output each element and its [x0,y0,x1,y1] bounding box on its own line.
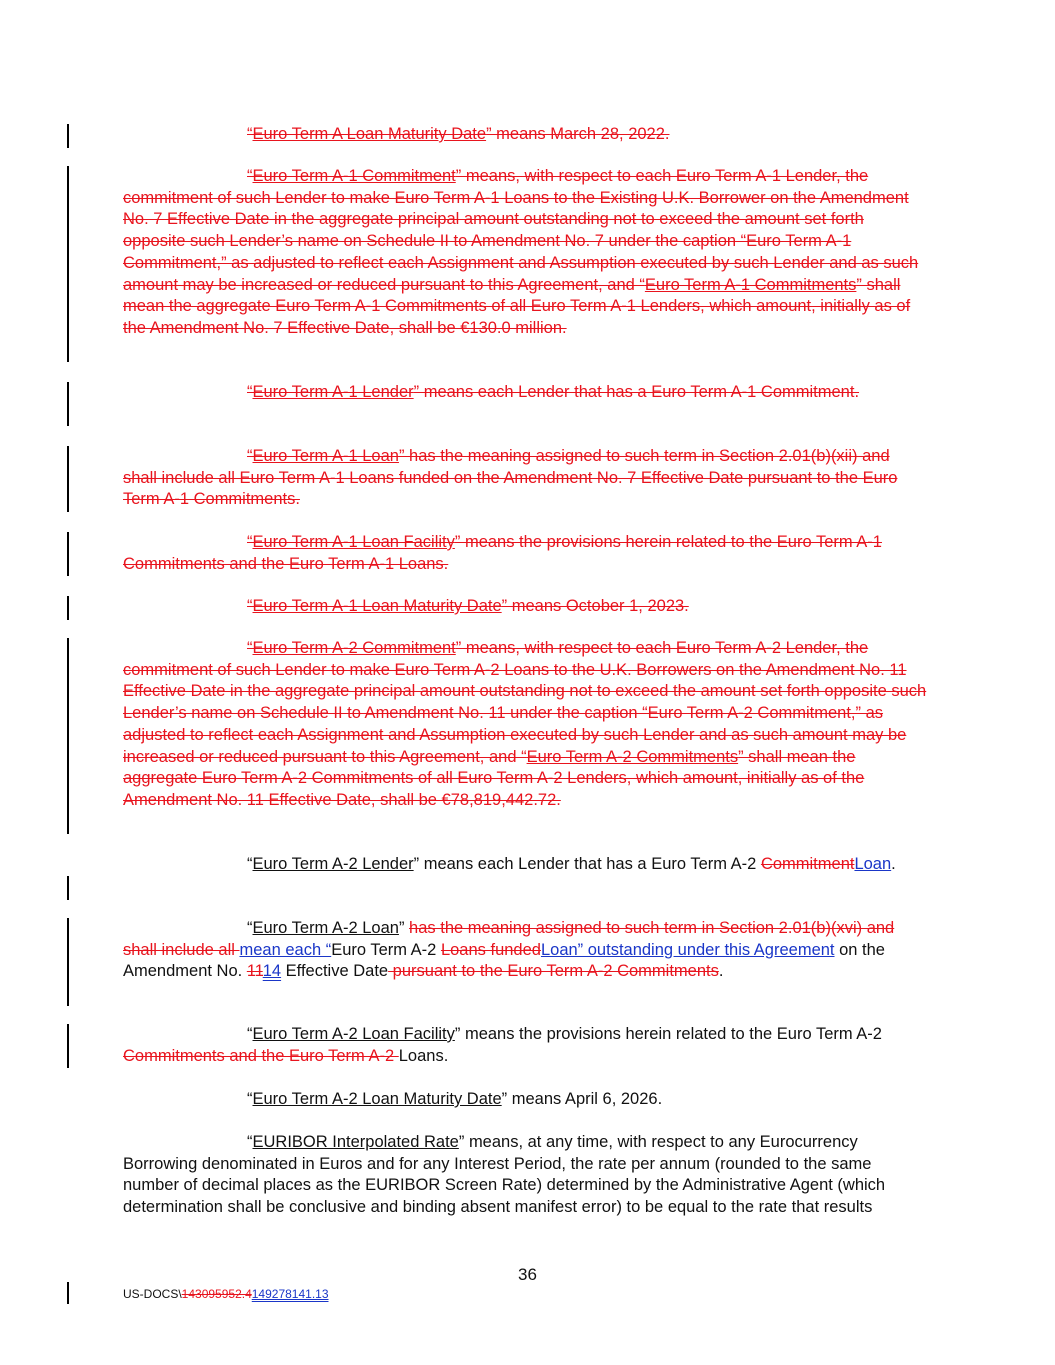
change-bar [67,382,69,426]
defined-term: EURIBOR Interpolated Rate [252,1133,459,1151]
body-text: Loans. [398,1046,449,1065]
definition-euro-term-a-loan-maturity-date [123,124,928,146]
body-text: . [891,855,896,873]
change-bar [67,596,69,620]
deleted-term: Euro Term A Loan Maturity Date [252,125,487,143]
deleted-text: 11 [246,962,263,981]
page-number: 36 [518,1265,537,1284]
defined-term: Euro Term A-2 Loan [252,919,399,937]
inserted-text: Loan” outstanding under this Agreement [540,940,835,959]
definition-euro-term-a2-loan [123,918,928,983]
deleted-text: ” means, with respect to each Euro Term A-1 Lender, the commitment of such Lender to make Euro Term A-1 Loans to the Existing U.K. Borrower on the Amendment No. 7 Effective Date in the aggregate principal amount outstanding not to exceed the amount set forth opposite such Lender’s name on Schedule II to Amendment No. 7 under the caption “Euro Term A-1 Commitment,” as adjusted to reflect each Assignment and Assumption executed by such Lender and as such amount may be increased or reduced pursuant to this Agreement, and “ [123,167,919,294]
body-text: “ [247,855,253,873]
defined-term: Euro Term A-2 Loan Maturity Date [252,1090,502,1108]
deleted-text: “ [247,167,253,185]
change-bar [67,532,69,576]
definition-euro-term-a2-lender [123,854,928,876]
footer-old-id: 143095952.4 [181,1287,252,1301]
inserted-text: Loan [854,855,892,873]
deleted-term: Euro Term A-1 Commitment [252,167,456,185]
definition-euribor-interpolated-rate [123,1132,928,1219]
deleted-text: Loans funded [440,940,541,959]
definition-euro-term-a2-loan-facility [123,1024,928,1067]
body-text: on the Amendment No. [123,940,885,981]
deleted-text: ” has the meaning assigned to such term in Section 2.01(b)(xii) and shall include all Euro Term A-1 Loans funded on the Amendment No. 7 Effective Date pursuant to the Euro Term A-1 Commitments. [123,447,898,509]
change-bar [67,124,69,148]
deleted-term: Euro Term A-1 Loan [252,447,399,465]
deleted-term: Euro Term A-1 Loan Maturity Date [252,597,502,615]
body-text: ” means the provisions herein related to the Euro Term A-2 [454,1025,882,1043]
deleted-text: “ [247,383,253,401]
deleted-text: ” means each Lender that has a Euro Term A-1 Commitment. [413,383,860,401]
change-bar [67,1282,69,1304]
inserted-text: mean each “ [239,940,332,959]
deleted-text: ” shall mean the aggregate Euro Term A-1 Commitments of all Euro Term A-1 Lenders, which amount, initially as of the Amendment No. 7 Effective Date, shall be €130.0 million. [123,275,911,337]
change-bar [67,876,69,900]
body-text: ” means, at any time, with respect to any Eurocurrency Borrowing denominated in Euros and for any Interest Period, the rate per annum (rounded to the same number of decimal places as the EURIBOR Screen Rate) determined by the Administrative Agent (which determination shall be conclusive and binding absent manifest error) to be equal to the rate that results [123,1133,886,1217]
body-text: ” means April 6, 2026. [501,1090,663,1108]
deleted-text: “ [247,533,253,551]
change-bar [67,638,69,834]
definition-euro-term-a2-commitment [123,638,928,812]
body-text: “ [247,919,253,937]
deleted-term: Euro Term A-1 Commitments [644,275,857,294]
footer-new-id: 149278141.13 [251,1287,329,1301]
deleted-text: “ [247,125,253,143]
definition-euro-term-a1-loan-facility [123,532,928,575]
definition-euro-term-a1-lender [123,382,928,404]
deleted-text: ” means the provisions herein related to the Euro Term A-1 Commitments and the Euro Term A-1 Loans. [123,533,882,573]
defined-term: Euro Term A-2 Lender [252,855,414,873]
footer-prefix: US-DOCS\ [123,1287,182,1301]
definition-euro-term-a2-loan-maturity-date [123,1089,928,1111]
body-text: Euro Term A-2 [331,940,441,959]
definition-euro-term-a1-loan [123,446,928,511]
deleted-text: Commitment [760,855,855,873]
body-text: ” means each Lender that has a Euro Term A-2 [413,855,761,873]
body-text: “ [247,1090,253,1108]
deleted-text: “ [247,597,253,615]
body-text: “ [247,1025,253,1043]
deleted-term: Euro Term A-2 Commitments [526,747,739,766]
deleted-term: Euro Term A-1 Loan Facility [252,533,455,551]
deleted-term: Euro Term A-1 Lender [252,383,414,401]
body-text: Effective Date [281,962,389,981]
deleted-text: has the meaning assigned to such term in Section 2.01(b)(xvi) and shall include all [123,919,895,959]
definition-euro-term-a1-commitment [123,166,928,340]
inserted-text: 14 [262,962,282,981]
deleted-text: “ [247,639,253,657]
change-bar [67,1024,69,1068]
defined-term: Euro Term A-2 Loan Facility [252,1025,455,1043]
body-text: “ [247,1133,253,1151]
body-text: ” [398,919,410,937]
deleted-text: “ [247,447,253,465]
deleted-text: ” means March 28, 2022. [486,125,670,143]
change-bar [67,918,69,1006]
change-bar [67,446,69,512]
change-bar [67,166,69,362]
deleted-text: ” shall mean the aggregate Euro Term A-2 Commitments of all Euro Term A-2 Lenders, which amount, initially as of the Amendment No. 11 Effective Date, shall be €78,819,442.72. [123,747,865,809]
definition-euro-term-a1-loan-maturity-date [123,596,928,618]
deleted-text: ” means, with respect to each Euro Term A-2 Lender, the commitment of such Lender to make Euro Term A-2 Loans to the U.K. Borrowers on the Amendment No. 11 Effective Date in the aggregate principal amount outstanding not to exceed the amount set forth opposite such Lender’s name on Schedule II to Amendment No. 11 under the caption “Euro Term A-2 Commitment,” as adjusted to reflect each Assignment and Assumption executed by such Lender and as such amount may be increased or reduced pursuant to this Agreement, and “ [123,639,927,766]
deleted-text: pursuant to the Euro Term A-2 Commitments [388,962,719,981]
deleted-text: Commitments and the Euro Term A-2 [123,1046,399,1065]
deleted-term: Euro Term A-2 Commitment [252,639,456,657]
deleted-text: ” means October 1, 2023. [501,597,689,615]
body-text: . [718,962,724,981]
document-footer-id [123,1287,329,1301]
